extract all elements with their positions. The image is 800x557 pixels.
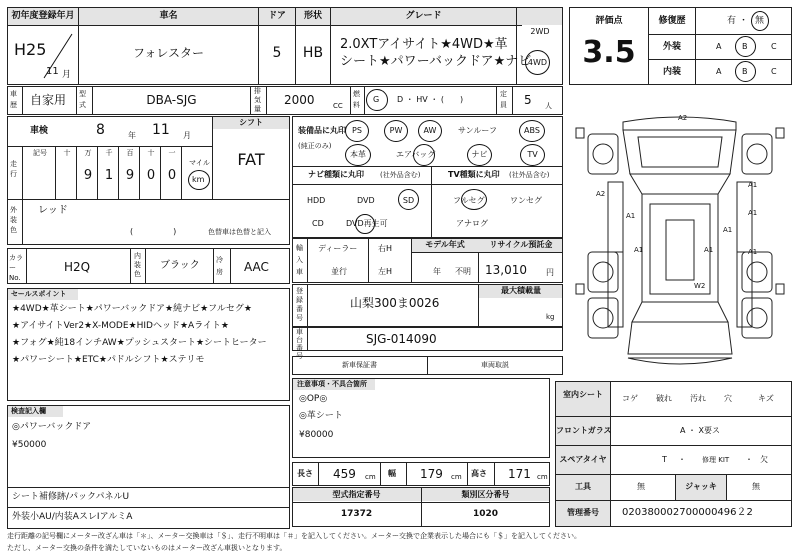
interior-label: 内装: [662, 67, 681, 77]
frame-number: SJG-014090: [366, 332, 437, 346]
color-note: 色替車は色替と記入: [208, 228, 271, 236]
mileage-place-4: 十: [147, 149, 155, 157]
import-dealer: ディーラー: [318, 244, 358, 253]
door-label: ドア: [268, 11, 286, 21]
int-color: ブラック: [160, 260, 200, 271]
inspector-bottom-1: シート補修跡/パックパネルU: [12, 492, 130, 502]
inspector-line-1: ◎パワーバックドア: [12, 422, 92, 432]
notes-line-3: ¥80000: [299, 430, 334, 440]
mileage-digit-2: 9: [125, 168, 135, 183]
repair-no: 無: [755, 16, 765, 26]
km-label: km: [192, 175, 205, 184]
new-car-warranty: 新車保証書: [342, 361, 377, 369]
capacity: 5: [524, 93, 532, 107]
cc-unit: CC: [333, 102, 343, 110]
tools-label: 工具: [575, 482, 591, 491]
month-unit: 月: [62, 70, 72, 80]
repair-label: 修復歴: [658, 16, 686, 26]
sales-label: セールスポイント: [11, 290, 67, 298]
width-label: 幅: [388, 469, 396, 478]
mileage-digit-1: 1: [104, 168, 114, 183]
jack-label: ジャッキ: [685, 482, 717, 491]
mileage-digit-4: 0: [167, 168, 177, 183]
mark-right-fender: A1: [748, 181, 758, 189]
int-a: A: [716, 67, 722, 76]
int-color-label: 内装色: [134, 252, 141, 278]
interior-item-4: キズ: [758, 394, 774, 403]
footer-line-1: 走行距離の記号欄にメーター改ざん車は「＊」、メーター交換車は「＄」、走行不明車は「＃」を記入してください。メーター交換で企業表示した場合にも「＄」を記入してください。: [7, 532, 581, 540]
import-left: 左H: [378, 267, 393, 276]
interior-seat-label: 室内シート: [563, 390, 603, 399]
sales-line-2: ★フォグ★純18インチAW★プッシュスタート★シートヒーター: [12, 338, 267, 348]
use-label: 車歴: [10, 90, 17, 109]
mark-left-front: A2: [596, 190, 606, 198]
fuel-label: 燃料: [353, 90, 360, 109]
ext-c: C: [771, 42, 777, 51]
rating-score: 3.5: [582, 35, 636, 70]
tv-title: TV種類に丸印: [448, 170, 500, 179]
repair-yes: 有: [727, 16, 737, 26]
inspection-label: 車検: [30, 126, 49, 136]
int-b: B: [742, 67, 748, 76]
interior-item-1: 破れ: [656, 394, 672, 403]
color-note-paren: ( ): [130, 227, 177, 236]
equip-ps: PS: [352, 126, 362, 135]
displacement-label: 排気量: [254, 87, 261, 113]
shape-label: 形状: [303, 11, 322, 21]
sales-line-1: ★アイサイトVer2★X-MODE★HIDヘッド★Aライト★: [12, 321, 229, 331]
mileage-sym-label: 記号: [33, 149, 47, 157]
mark-left-door: A1: [626, 212, 636, 220]
color-value: レッド: [38, 205, 68, 216]
model-year-unknown: 不明: [455, 267, 471, 276]
navi-cd: CD: [312, 219, 324, 228]
shift-label: シフト: [239, 118, 263, 127]
inspection-year-unit: 年: [128, 131, 136, 140]
notes-label: 注意事項・不具合箇所: [297, 380, 367, 388]
footer-line-2: ただし、メーター交換の条件を満たしていないものはメーター改ざん車扱いとなります。: [7, 544, 287, 552]
ac-label: 冷房: [216, 256, 223, 276]
mgmt-label: 管理番号: [567, 508, 599, 517]
type-number: 17372: [340, 509, 373, 519]
glass-label: フロントガラス: [556, 426, 612, 435]
length-cm: cm: [365, 473, 376, 481]
navi-sub: (社外品含む): [380, 171, 421, 179]
equip-abs: ABS: [524, 126, 540, 135]
interior-item-0: コゲ: [622, 394, 638, 403]
mileage-place-1: 万: [84, 149, 92, 157]
inspector-bottom-2: 外装小AU/内装AスレIアルミA: [12, 512, 133, 522]
mileage-digit-0: 9: [83, 168, 93, 183]
grade-line-2: シート★パワーバックドア★ナビ: [340, 54, 532, 69]
equip-aw: AW: [423, 126, 437, 135]
class-label: 類別区分番号: [461, 490, 510, 499]
sales-line-3: ★パワーシート★ETC★パドルシフト★ステリモ: [12, 355, 205, 365]
width: 179: [420, 467, 443, 481]
width-cm: cm: [451, 473, 462, 481]
mark-rear-right: A1: [704, 246, 714, 254]
grade-line-1: 2.0XTアイサイト★4WD★革: [340, 37, 508, 52]
drive-2wd: 2WD: [530, 27, 550, 36]
equip-leather: 本革: [350, 150, 366, 159]
shift-value: FAT: [237, 150, 265, 169]
int-c: C: [771, 67, 777, 76]
first-reg-year: H25: [14, 40, 47, 59]
body-shape: HB: [302, 45, 324, 61]
mark-front-bumper: A2: [678, 114, 688, 122]
model-label: 型式: [79, 90, 86, 109]
notes-line-1: ◎OP◎: [299, 394, 328, 404]
inspector-label: 検査記入欄: [11, 407, 46, 415]
year-label: 初年度登録年月: [11, 11, 75, 21]
interior-item-2: 汚れ: [690, 394, 706, 403]
inspection-month-unit: 月: [183, 131, 191, 140]
mark-right-rear: A1: [748, 248, 758, 256]
tools-value: 無: [637, 482, 645, 491]
spare-label: スペアタイヤ: [559, 455, 607, 464]
navi-dvd: DVD: [357, 196, 375, 205]
height: 171: [508, 467, 531, 481]
fuel-options: D ・ HV ・ ( ): [397, 95, 464, 104]
drive-4wd: 4WD: [527, 58, 548, 67]
model-year-unit: 年: [433, 267, 441, 276]
color-no: H2Q: [64, 260, 91, 274]
grade-label: グレード: [405, 11, 442, 21]
mile-label: マイル: [189, 159, 210, 167]
color-label: 外装色: [10, 206, 17, 234]
mileage-place-0: 十: [63, 149, 71, 157]
glass-value: A ・ X要ス: [680, 426, 721, 435]
spare-kit: 修理 KIT: [702, 456, 730, 464]
vehicle-manual: 車両取説: [481, 361, 509, 369]
equip-pw: PW: [389, 126, 403, 135]
height-label: 高さ: [471, 469, 487, 478]
tv-sub: (社外品含む): [509, 171, 550, 179]
door-count: 5: [272, 45, 282, 61]
equip-navi: ナビ: [471, 150, 488, 159]
sales-line-0: ★4WD★革シート★パワーバックドア★純ナビ★フルセグ★: [12, 304, 252, 314]
equip-tv: TV: [527, 150, 538, 159]
mileage-label: 走行: [10, 160, 17, 178]
mileage-place-3: 百: [126, 149, 134, 157]
name-label: 車名: [159, 11, 178, 21]
frame-label: 車台番号: [296, 328, 303, 360]
registration-number: 山梨300ま0026: [350, 296, 440, 310]
max-load-label: 最大積載量: [501, 286, 541, 295]
use-value: 自家用: [30, 93, 67, 107]
import-right: 右H: [378, 244, 393, 253]
mileage-place-5: 一: [168, 149, 176, 157]
equipment-label: 装備品に丸印: [298, 126, 346, 135]
import-label: 輸入車: [296, 244, 303, 276]
navi-sd: SD: [402, 196, 415, 205]
ac-value: AAC: [244, 260, 269, 274]
mark-rear-hatch: W2: [694, 282, 706, 290]
equip-airbag: エアバッグ: [396, 150, 436, 159]
height-cm: cm: [537, 473, 548, 481]
color-no-label: カラーNo.: [9, 254, 23, 282]
length-label: 長さ: [297, 469, 313, 478]
navi-hdd: HDD: [307, 196, 326, 205]
notes-line-2: ◎革シート: [299, 411, 343, 421]
length: 459: [333, 467, 356, 481]
rating-label: 評価点: [595, 16, 623, 26]
inspector-line-2: ¥50000: [12, 440, 47, 450]
exterior-label: 外装: [662, 42, 681, 52]
interior-item-3: 穴: [724, 394, 732, 403]
navi-dvd-play: DVD再生可: [346, 219, 388, 228]
mark-right-door: A1: [748, 209, 758, 217]
spare-none: 欠: [760, 455, 768, 464]
equip-sunroof: サンルーフ: [458, 126, 497, 135]
ext-a: A: [716, 42, 722, 51]
displacement: 2000: [284, 93, 315, 107]
recycle-yen: 円: [546, 268, 554, 277]
jack-value: 無: [752, 482, 760, 491]
car-diagram: [568, 112, 792, 378]
class-number: 1020: [472, 509, 499, 519]
mark-roof-right: A1: [723, 226, 733, 234]
tv-fullseg: フルセグ: [453, 196, 485, 205]
capacity-label: 定員: [500, 90, 507, 109]
mileage-digit-3: 0: [146, 168, 156, 183]
max-load-kg: kg: [546, 313, 555, 321]
recycle-amount: 13,010: [485, 263, 527, 277]
spare-t: T: [662, 455, 667, 464]
mileage-place-2: 千: [105, 149, 113, 157]
equipment-sub: (純正のみ): [298, 142, 332, 150]
fuel-g: G: [373, 95, 380, 104]
tv-oneseg: ワンセグ: [510, 196, 542, 205]
inspection-month: 11: [152, 122, 170, 138]
inspection-year: 8: [96, 122, 105, 138]
capacity-unit: 人: [545, 102, 552, 110]
import-parallel: 並行: [331, 267, 347, 276]
model-year-label: モデル年式: [425, 240, 465, 249]
recycle-label: リサイクル預託金: [489, 240, 553, 249]
registration-label: 登録番号: [296, 287, 303, 322]
type-label: 型式指定番号: [332, 490, 381, 499]
car-name: フォレスター: [132, 46, 205, 60]
mark-left-rear: A1: [634, 246, 644, 254]
tv-analog: アナログ: [456, 219, 488, 228]
navi-title: ナビ種類に丸印: [308, 170, 364, 179]
ext-b: B: [742, 42, 748, 51]
first-reg-month: 11: [46, 66, 59, 77]
mgmt-number: 020380002700000496２2: [622, 507, 753, 518]
model-code: DBA-SJG: [146, 93, 197, 107]
